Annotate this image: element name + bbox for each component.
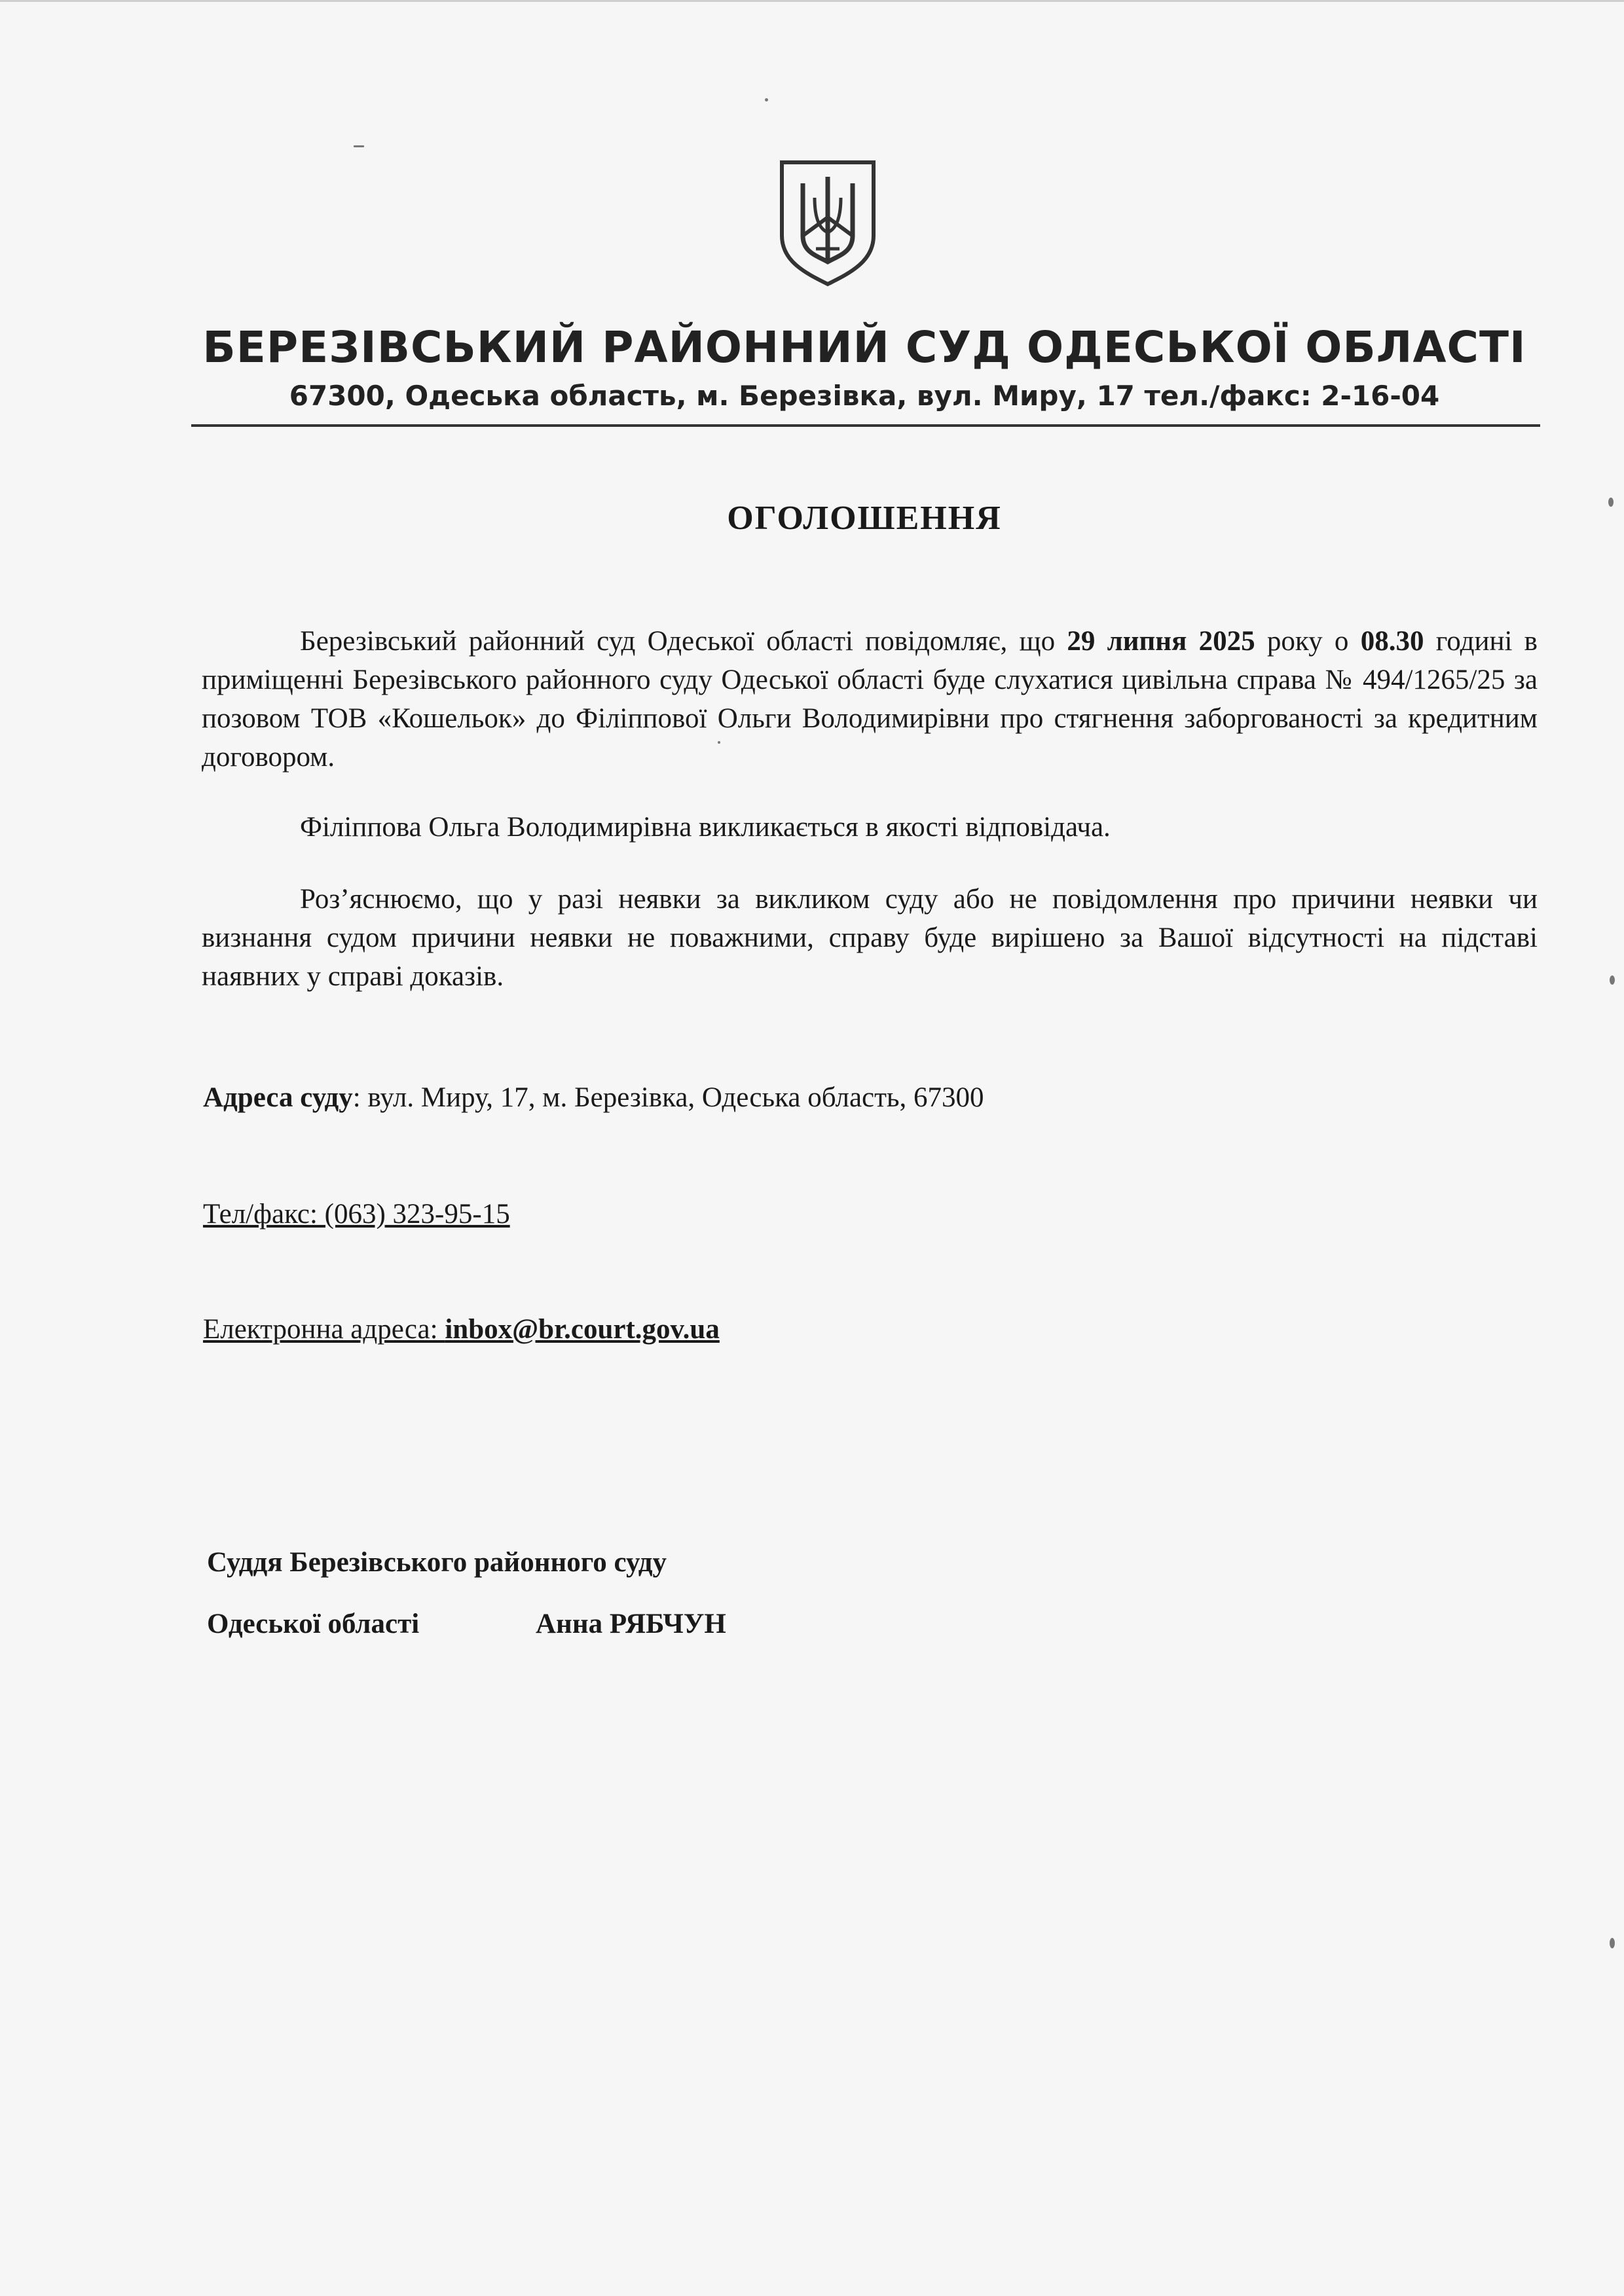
court-email — [203, 1313, 720, 1345]
hearing-time: 08.30 — [1360, 626, 1424, 657]
address-value: : вул. Миру, 17, м. Березівка, Одеська область, 67300 — [352, 1082, 984, 1113]
address-label: Адреса суду — [203, 1082, 353, 1113]
court-phone: Тел/факс: (063) 323-95-15 — [203, 1199, 510, 1230]
coat-of-arms-icon — [777, 157, 879, 288]
scan-speck — [765, 98, 768, 101]
hearing-date: 29 липня 2025 — [1067, 626, 1255, 657]
scan-speck — [1608, 498, 1614, 507]
email-link[interactable]: inbox@br.court.gov.ua — [445, 1314, 720, 1345]
hearing-text-end: годині в приміщенні Березівського районного суду Одеської області буде слухатися цивільна справа № 494/1265/25 за позовом ТОВ «Кошельок» до Філіппової Ольги Володимирівни про стягнення заборгованості за кредитним договором. — [202, 626, 1538, 773]
notice-title: ОГОЛОШЕННЯ — [727, 500, 1002, 537]
signature-position-line2: Одеської області — [207, 1609, 420, 1639]
scan-speck — [354, 145, 364, 147]
signature-position-line1: Суддя Березівського районного суду — [207, 1547, 667, 1578]
court-name: БЕРЕЗІВСЬКИЙ РАЙОННИЙ СУД ОДЕСЬКОЇ ОБЛАСТІ — [202, 322, 1526, 373]
notice-paragraph-warning: Роз’яснюємо, що у разі неявки за викликом суду або не повідомлення про причини неявки чи визнання судом причини неявки не поважними, справу буде вирішено за Вашої відсутності на підставі наявних у справі доказів. — [202, 884, 1538, 992]
notice-paragraph-hearing — [202, 622, 1538, 776]
notice-paragraph-summons: Філіппова Ольга Володимирівна викликається в якості відповідача. — [300, 812, 1111, 843]
judge-name: Анна РЯБЧУН — [536, 1609, 726, 1639]
hearing-text-mid: року о — [1255, 626, 1361, 657]
court-contacts: 67300, Одеська область, м. Березівка, вул. Миру, 17 тел./факс: 2-16-04 — [289, 380, 1440, 412]
email-label: Електронна адреса: — [203, 1314, 445, 1345]
hearing-text-start: Березівський районний суд Одеської області повідомляє, що — [300, 626, 1067, 657]
court-address — [203, 1082, 984, 1114]
header-divider — [191, 424, 1540, 427]
scan-speck — [1610, 975, 1615, 985]
scan-speck — [1610, 1938, 1615, 1948]
